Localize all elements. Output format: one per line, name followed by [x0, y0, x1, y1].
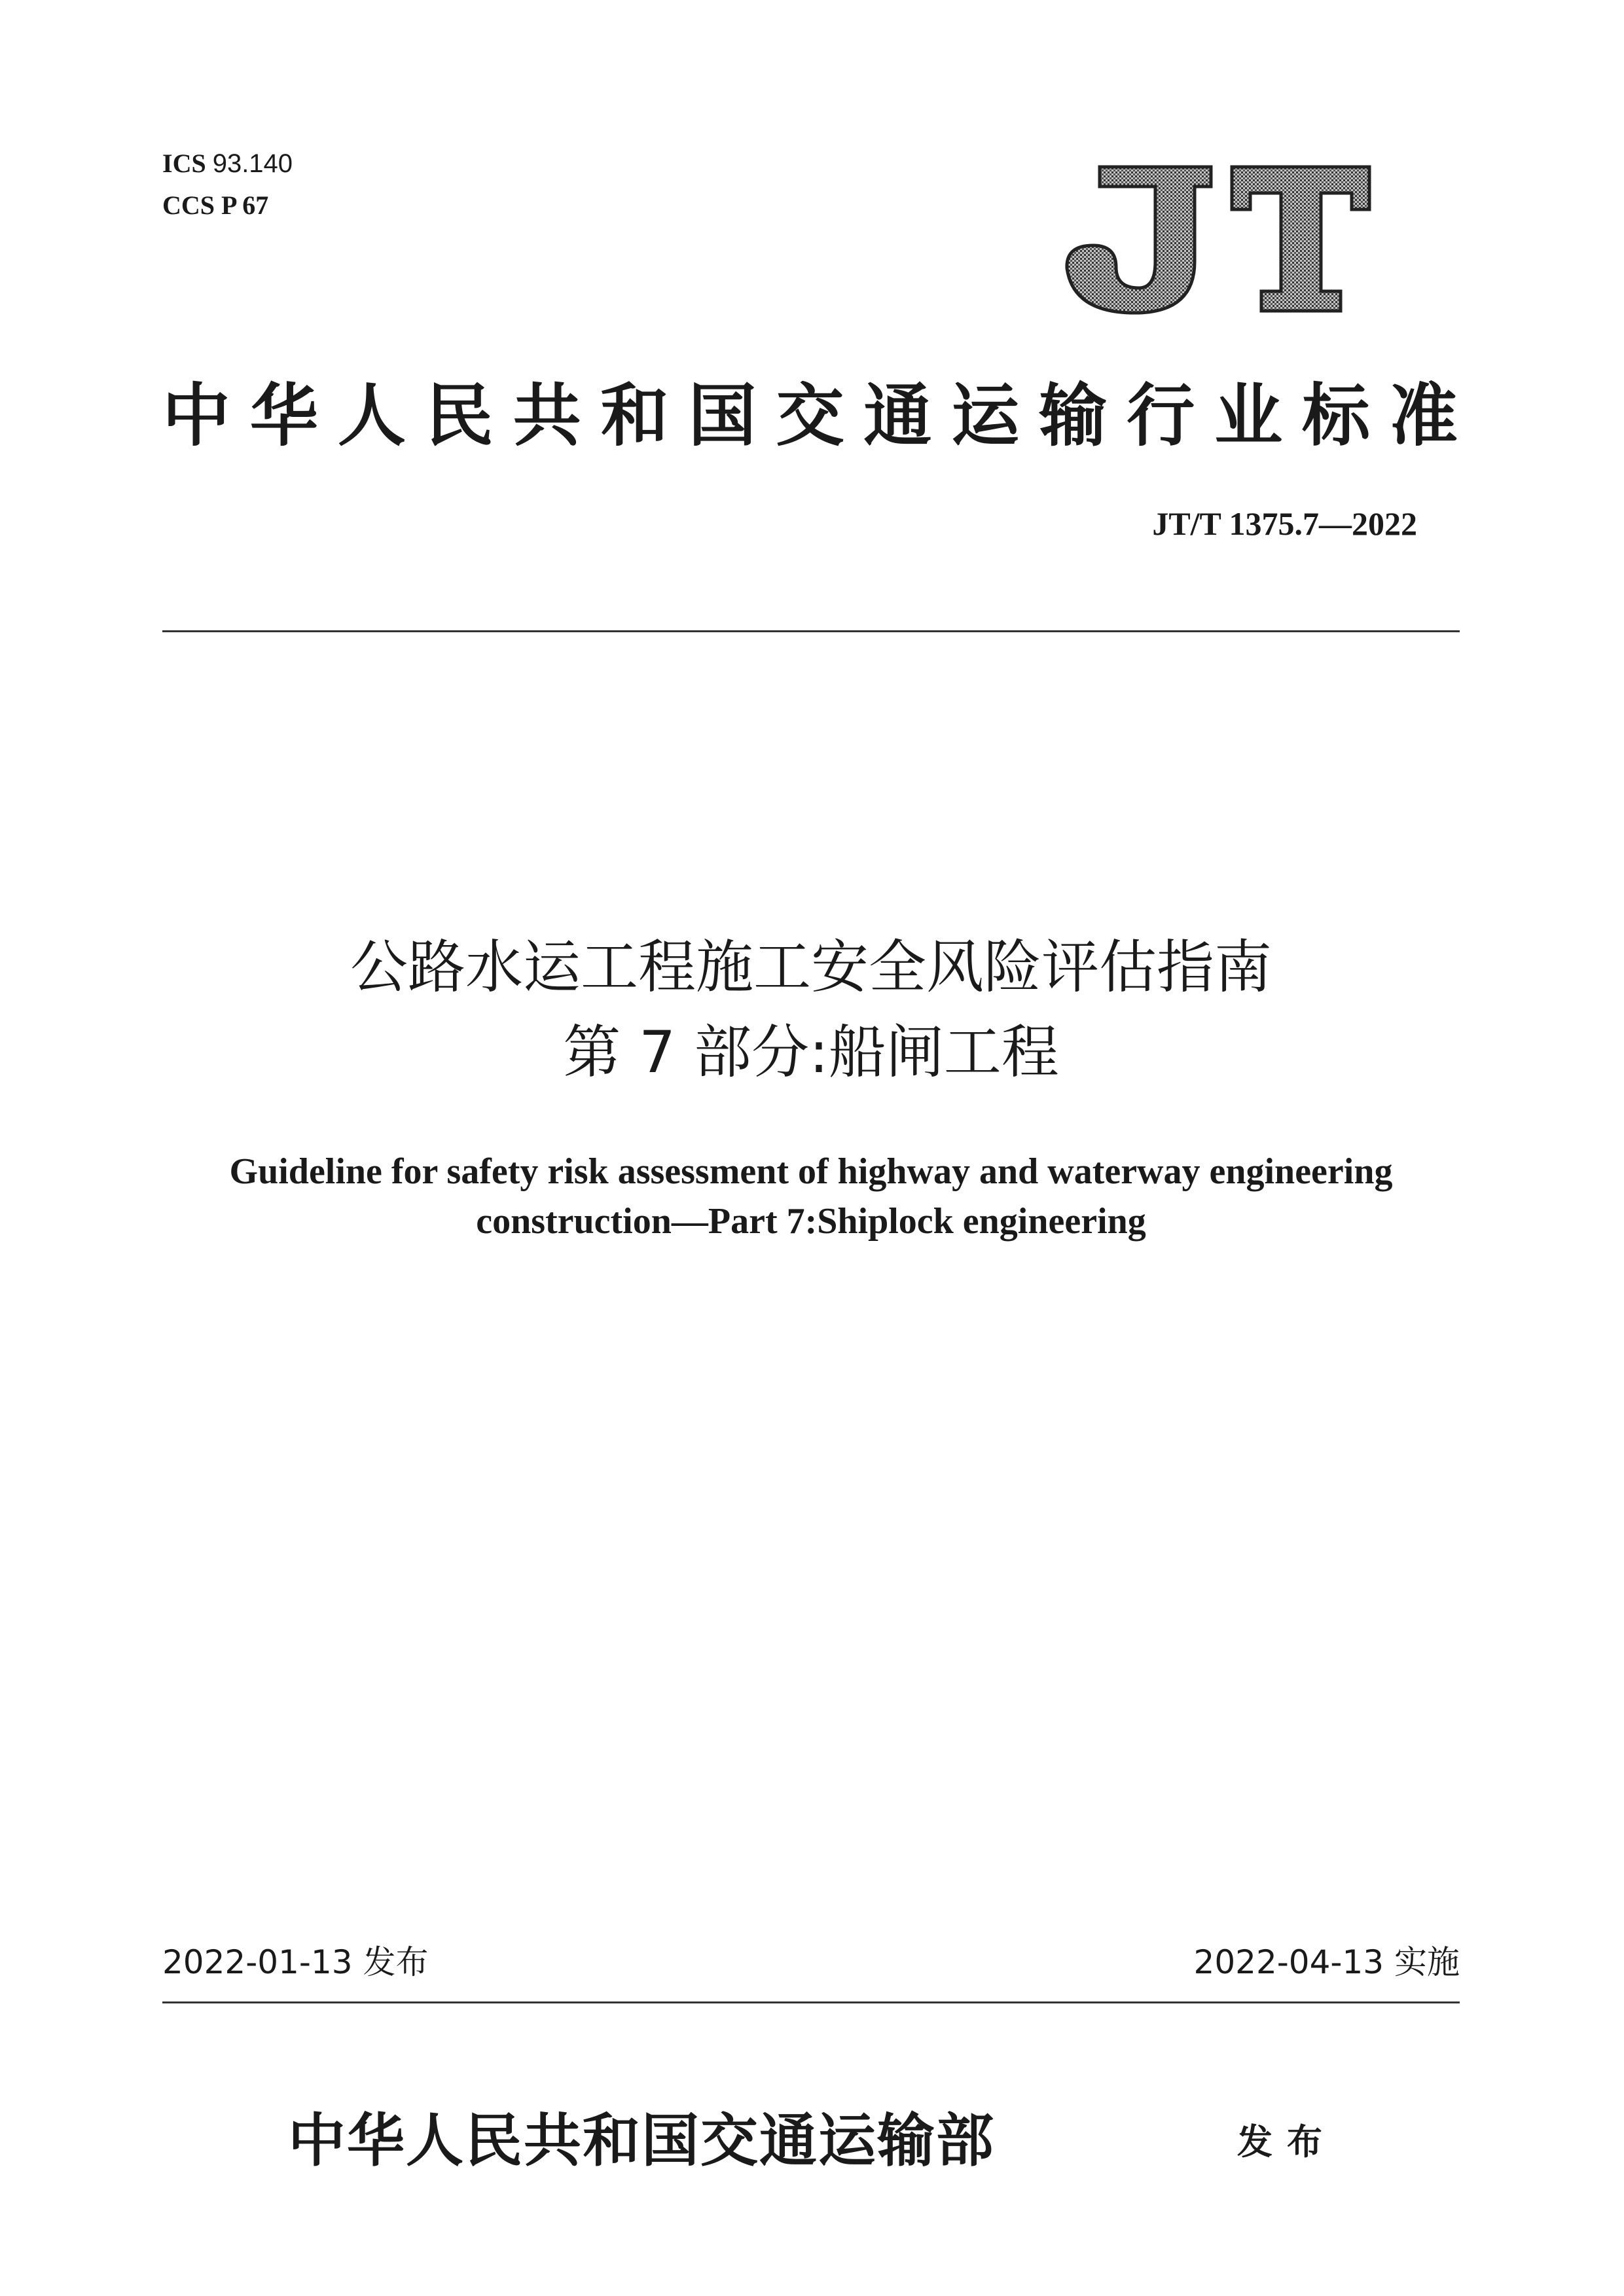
ics-value: 93.140: [212, 149, 293, 178]
top-divider: [162, 630, 1460, 632]
issue-date: 2022-01-13 发布: [162, 1943, 429, 1981]
chinese-title-line-1: 公路水运工程施工安全风险评估指南: [350, 933, 1272, 1001]
chinese-title-line-2: 第 7 部分:船闸工程: [563, 1018, 1059, 1086]
implementation-date: 2022-04-13 实施: [1193, 1943, 1460, 1981]
logo-letter-j: [1067, 167, 1211, 313]
logo-letter-t: [1232, 167, 1369, 311]
publisher-suffix: 发布: [1237, 2121, 1337, 2162]
jt-logo: [1060, 164, 1376, 317]
main-title: 中华人民共和国交通运输行业标准: [162, 375, 1460, 456]
publisher-name: 中华人民共和国交通运输部: [288, 2106, 996, 2174]
bottom-divider: [162, 2001, 1460, 2003]
ics-code: [162, 143, 293, 185]
classification-codes: [162, 143, 293, 226]
english-title-line-1: Guideline for safety risk assessment of highway and waterway engineering: [229, 1151, 1393, 1192]
ccs-value: P 67: [221, 190, 269, 220]
ccs-label: CCS: [162, 190, 215, 220]
standard-number: JT/T 1375.7—2022: [1152, 505, 1417, 542]
ccs-code: [162, 185, 293, 226]
english-title-line-2: construction—Part 7:Shiplock engineering: [476, 1201, 1146, 1242]
ics-label: ICS: [162, 149, 206, 178]
